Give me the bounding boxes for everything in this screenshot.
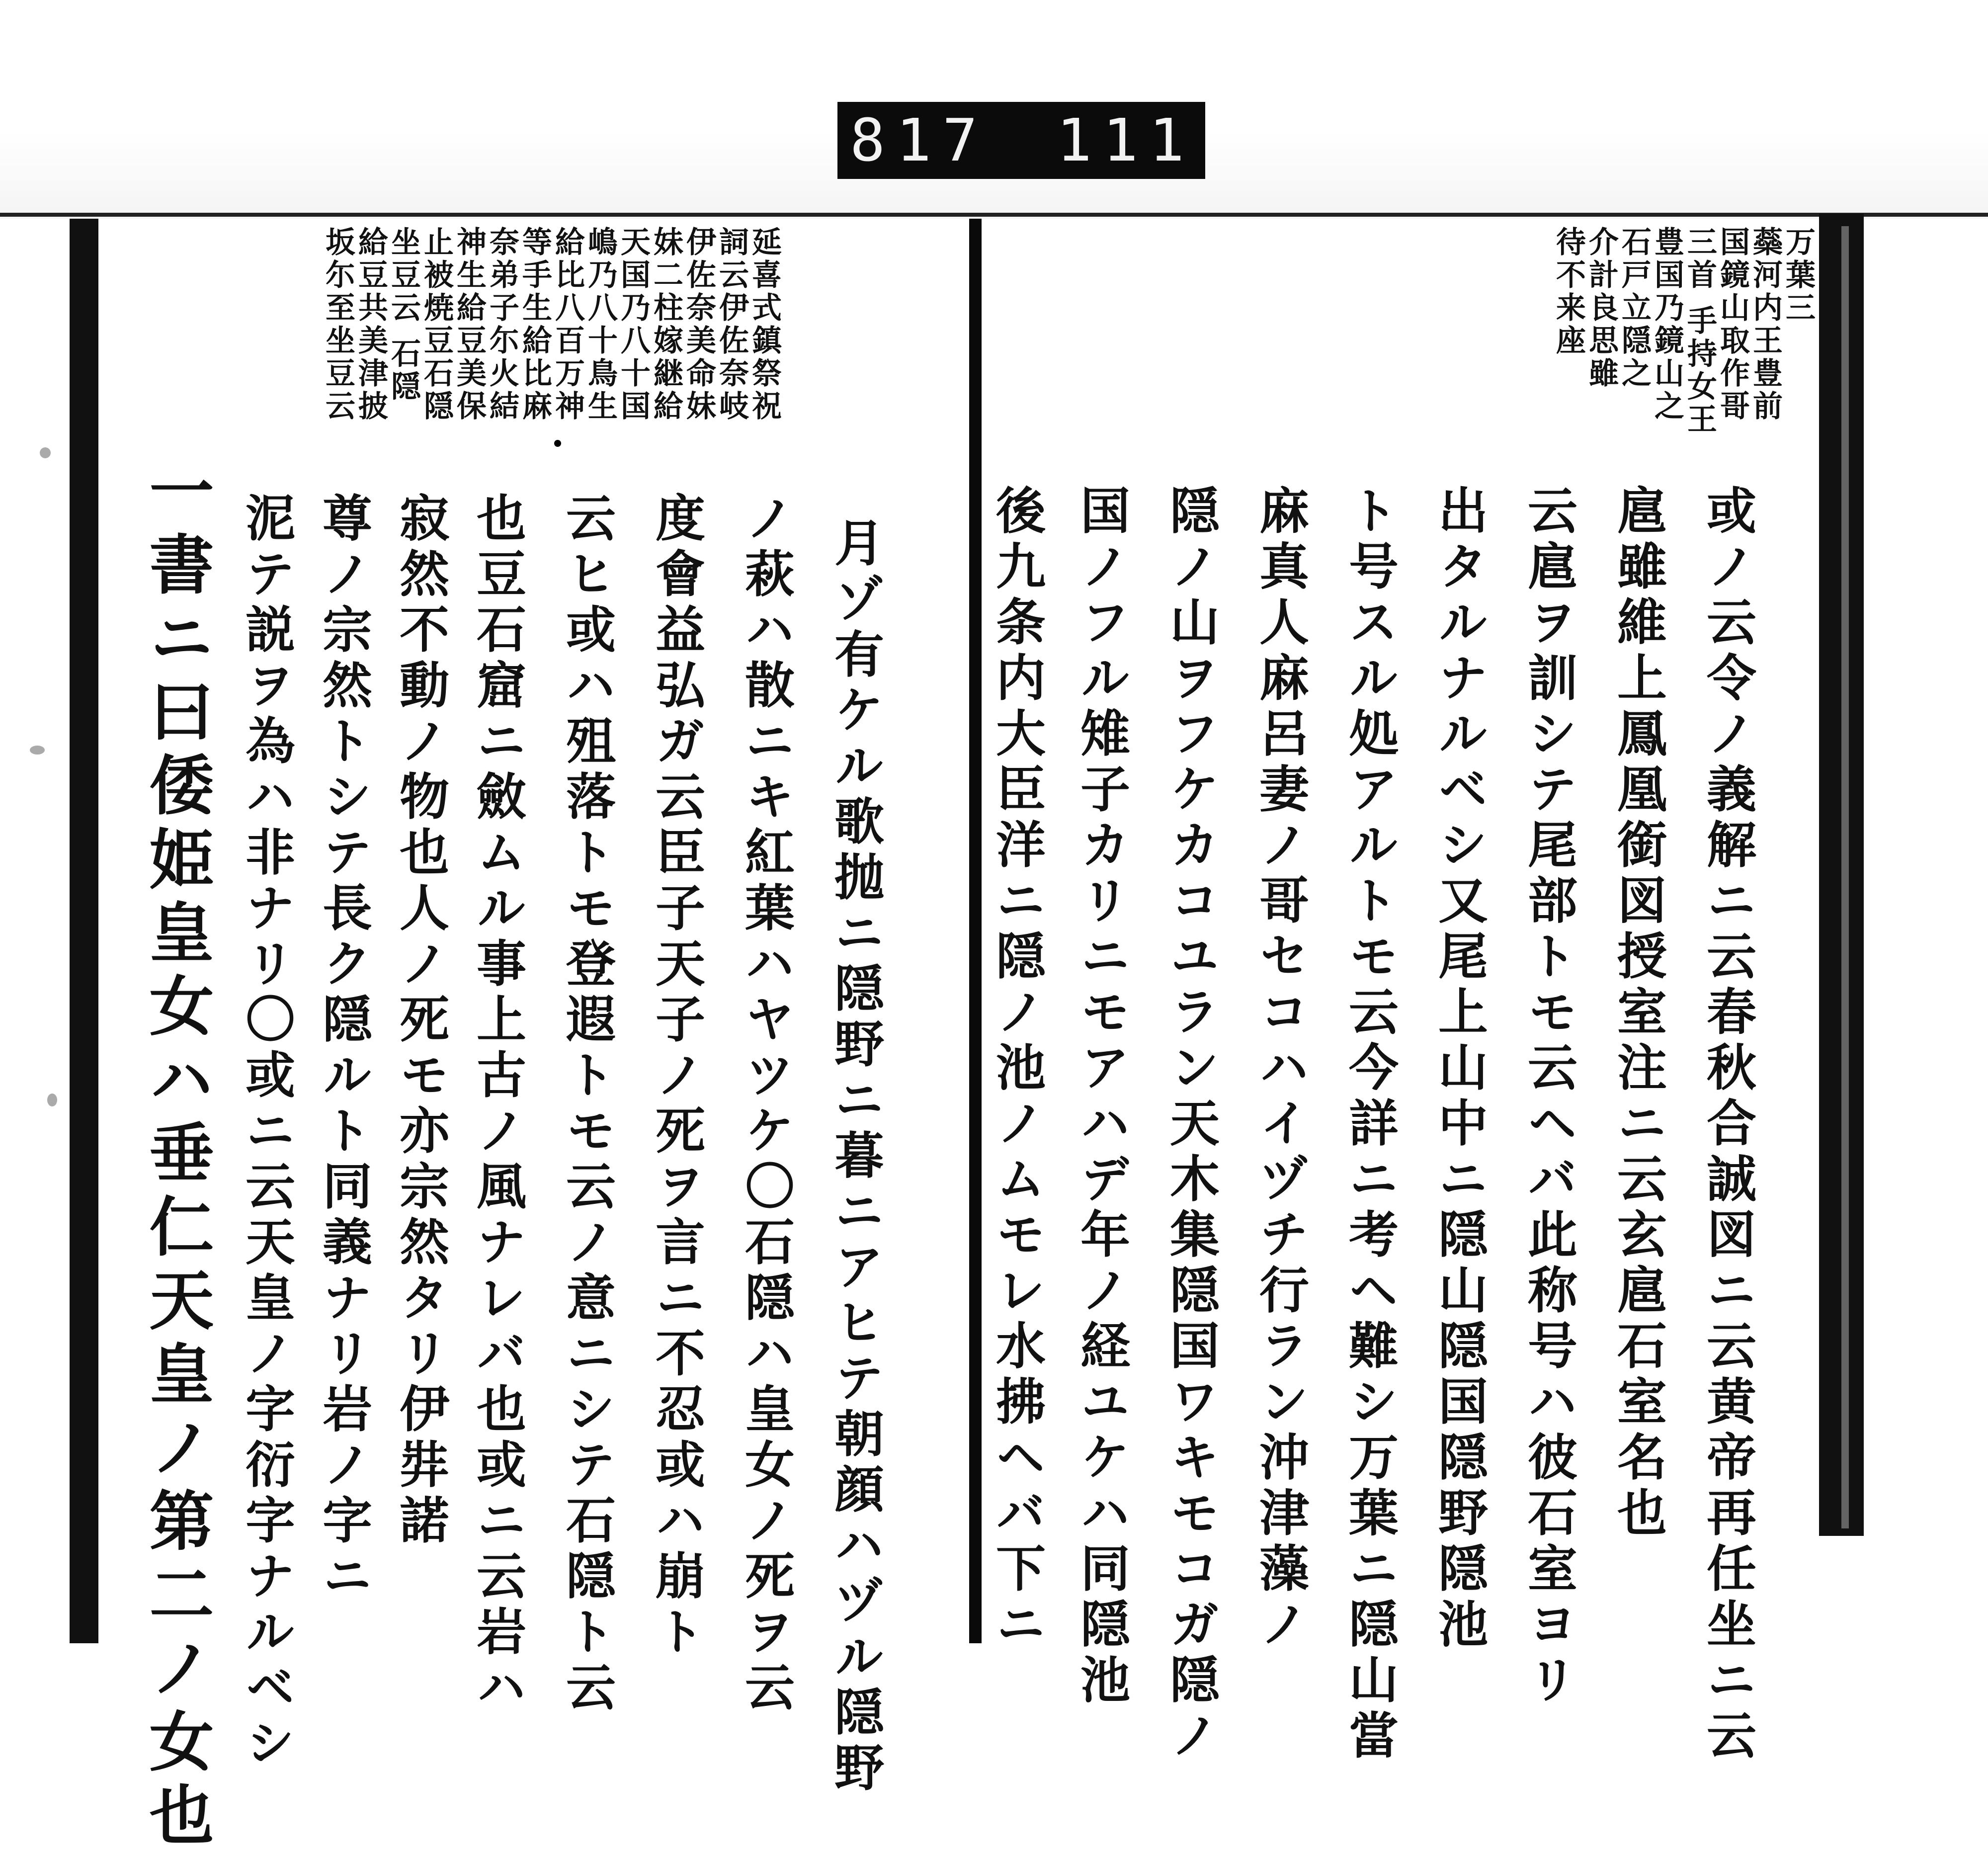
left-note-line: 延喜式鎮祭祝 bbox=[747, 226, 782, 423]
left-note-line: 嶋乃八十鳥生 bbox=[583, 226, 618, 423]
left-text-line: 也豆石窟ニ斂ムル事上古ノ風ナレバ也或ニ云岩ハ bbox=[468, 492, 527, 1717]
right-note-line: 待不来座 bbox=[1551, 226, 1586, 357]
right-note-line: 蘂河内王豊前 bbox=[1748, 226, 1783, 423]
right-note-line: 石戸立隠之 bbox=[1617, 226, 1652, 390]
left-note-line: 伊佐奈美命妹 bbox=[681, 226, 716, 423]
left-note-line: 天国乃八十国 bbox=[616, 226, 651, 423]
left-note-line: 給豆共美津披 bbox=[353, 226, 388, 423]
archive-label-left: 817 bbox=[850, 106, 989, 174]
right-note-line: 三首 手持女王 bbox=[1682, 226, 1717, 436]
left-note-line: 坂尓至坐豆云 bbox=[321, 226, 355, 423]
scan-speck bbox=[30, 746, 45, 755]
left-note-line: 神生給豆美保 bbox=[452, 226, 487, 423]
right-text-line: 麻真人麻呂妻ノ哥セコハイヅチ行ラン沖津藻ノ bbox=[1251, 485, 1310, 1654]
left-text-line: 度會益弘ガ云臣子天子ノ死ヲ言ニ不忍或ハ崩ト bbox=[647, 492, 706, 1661]
right-note-line: 介計良思雖 bbox=[1584, 226, 1619, 390]
left-note-line: 給比八百万神 bbox=[550, 226, 585, 423]
left-text-line: 云ヒ或ハ殂落トモ登遐トモ云ノ意ニシテ石隠ト云 bbox=[558, 492, 616, 1717]
left-text-line: ノ萩ハ散ニキ紅葉ハヤツケ〇石隠ハ皇女ノ死ヲ云 bbox=[737, 492, 795, 1717]
scan-speck bbox=[47, 1094, 57, 1106]
right-note-line: 国鏡山取作哥 bbox=[1715, 226, 1750, 423]
left-note-line: 等手生給比麻 bbox=[517, 226, 552, 423]
left-text-line: 寂然不動ノ物也人ノ死モ亦宗然タリ伊弉諾 bbox=[391, 492, 450, 1550]
left-text-line: 尊ノ宗然トシテ長ク隠ルト同義ナリ岩ノ字ニ bbox=[314, 492, 373, 1605]
left-note-line: 坐豆云 石隠 bbox=[386, 226, 421, 404]
left-page-edge bbox=[70, 219, 98, 1643]
right-text-line: 国ノフル雉子カリニモアハデ年ノ経ユケハ同隠池 bbox=[1072, 485, 1131, 1709]
left-note-line: 奈弟子尓火結 bbox=[485, 226, 519, 423]
ink-dot bbox=[554, 440, 561, 447]
right-text-line: ト号スル処アルトモ云今詳ニ考ヘ難シ万葉ニ隠山當 bbox=[1340, 485, 1399, 1765]
page-top-edge bbox=[0, 213, 1988, 217]
right-text-line: 或ノ云令ノ義解ニ云春秋合誠図ニ云黄帝再任坐ニ云 bbox=[1698, 485, 1757, 1765]
left-note-line: 妹二柱嫁継給 bbox=[649, 226, 683, 423]
scan-speck bbox=[40, 447, 51, 458]
left-note-line: 詞云伊佐奈岐 bbox=[714, 226, 749, 423]
left-text-line: 月ゾ有ケル歌抛ニ隠野ニ暮ニアヒテ朝顔ハヅル隠野 bbox=[826, 517, 885, 1797]
right-text-line: 云扈ヲ訓シテ尾部トモ云ヘバ此称号ハ彼石室ヨリ bbox=[1519, 485, 1578, 1709]
right-page-edge-highlight bbox=[1841, 226, 1849, 1528]
right-note-line: 豊国乃鏡山之 bbox=[1650, 226, 1684, 423]
right-text-line: 扈雖維上鳳凰銜図授室注ニ云玄扈石室名也 bbox=[1609, 485, 1667, 1542]
archive-label-right: 111 bbox=[1056, 106, 1195, 174]
left-note-line: 止被焼豆石隠 bbox=[419, 226, 454, 423]
right-note-line: 万葉三 bbox=[1781, 226, 1816, 325]
left-text-line: 泥テ説ヲ為ハ非ナリ〇或ニ云天皇ノ字衍字ナルベシ bbox=[237, 492, 296, 1772]
archive-label bbox=[837, 102, 1205, 179]
book-spine bbox=[969, 219, 982, 1643]
right-text-line: 出タルナルベシ又尾上山中ニ隠山隠国隠野隠池 bbox=[1430, 485, 1489, 1654]
right-text-line: 隠ノ山ヲフケカコユラン天木集隠国ワキモコガ隠ノ bbox=[1161, 485, 1220, 1765]
left-text-line: 一書ニ曰倭姫皇女ハ垂仁天皇ノ第二ノ女也 bbox=[139, 457, 215, 1855]
right-text-line: 後九条内大臣洋ニ隠ノ池ノムモレ水拂ヘバ下ニ bbox=[988, 485, 1046, 1654]
